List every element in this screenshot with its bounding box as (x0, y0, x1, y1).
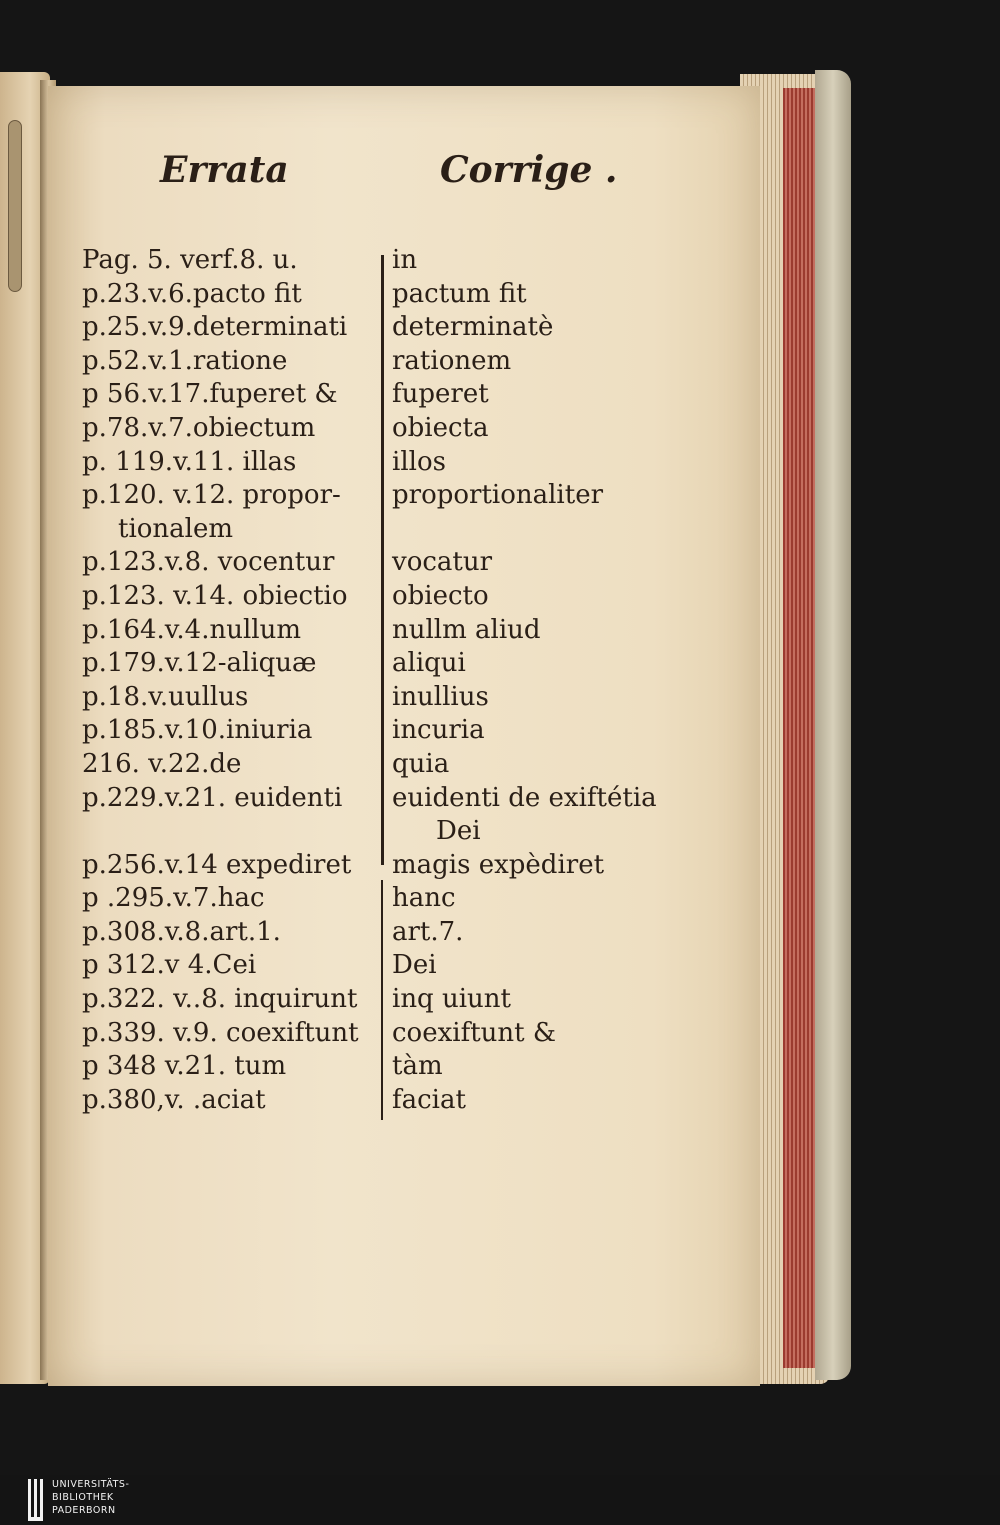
table-row (82, 412, 682, 446)
library-name-line3: PADERBORN (52, 1505, 116, 1516)
correction-cell: coexiftunt & (392, 1017, 556, 1048)
table-row (82, 1084, 682, 1118)
error-cell: p.229.v.21. euidenti (82, 782, 343, 813)
correction-cell: inq uiunt (392, 984, 511, 1015)
correction-cell: aliqui (392, 648, 466, 679)
error-cell: p. 119.v.11. illas (82, 446, 297, 477)
error-cell: p.185.v.10.iniuria (82, 715, 313, 746)
correction-cell: pactum fit (392, 278, 527, 309)
corrige-heading: Corrige . (440, 149, 618, 191)
error-cell: p.256.v.14 expediret (82, 849, 352, 880)
error-cell: p.322. v..8. inquirunt (82, 984, 358, 1015)
error-cell: p .295.v.7.hac (82, 883, 265, 914)
error-cell: p.78.v.7.obiectum (82, 412, 316, 443)
error-cell: p.179.v.12-aliquæ (82, 648, 317, 679)
error-cell (82, 815, 392, 849)
errata-table (82, 244, 682, 1117)
table-row (82, 513, 682, 547)
table-row (82, 916, 682, 950)
error-cell: p.380,v. .aciat (82, 1084, 266, 1115)
error-cell: p.25.v.9.determinati (82, 312, 348, 343)
table-row (82, 782, 682, 816)
errata-heading: Errata (160, 149, 289, 191)
table-row (82, 647, 682, 681)
table-row (82, 311, 682, 345)
correction-cell: inullius (392, 681, 489, 712)
correction-cell: determinatè (392, 312, 554, 343)
correction-cell: rationem (392, 345, 512, 376)
table-row (82, 949, 682, 983)
correction-cell: obiecto (392, 580, 489, 611)
table-row (82, 1017, 682, 1051)
error-cell: p 348 v.21. tum (82, 1051, 287, 1082)
error-cell: p.18.v.uullus (82, 681, 249, 712)
correction-cell: Dei (436, 816, 481, 847)
table-row (82, 546, 682, 580)
error-cell: 216. v.22.de (82, 748, 242, 779)
error-cell: p.308.v.8.art.1. (82, 916, 281, 947)
error-cell: p.339. v.9. coexiftunt (82, 1017, 359, 1048)
error-cell: p.123. v.14. obiectio (82, 580, 348, 611)
table-row (82, 278, 682, 312)
correction-cell: fuperet (392, 379, 489, 410)
table-row (82, 345, 682, 379)
library-logo-icon (28, 1479, 46, 1521)
error-cell: Pag. 5. verf.8. u. (82, 245, 298, 275)
footer-bar (0, 1475, 1000, 1525)
correction-cell: hanc (392, 883, 456, 914)
error-cell: p 56.v.17.fuperet & (82, 379, 338, 410)
table-row (82, 748, 682, 782)
correction-cell: art.7. (392, 916, 464, 947)
table-row (82, 882, 682, 916)
table-row (82, 714, 682, 748)
book-cover (815, 70, 851, 1380)
correction-cell: Dei (392, 950, 437, 981)
table-row (82, 378, 682, 412)
table-row (82, 479, 682, 513)
correction-cell: euidenti de exiftétia (392, 782, 657, 813)
library-name-line1: UNIVERSITÄTS- (52, 1479, 130, 1490)
error-cell: p.52.v.1.ratione (82, 345, 288, 376)
error-cell: tionalem (118, 513, 234, 544)
correction-cell: tàm (392, 1051, 443, 1082)
correction-cell: proportionaliter (392, 480, 604, 511)
correction-cell: faciat (392, 1084, 466, 1115)
library-name-line2: BIBLIOTHEK (52, 1492, 114, 1503)
table-row (82, 815, 682, 849)
correction-cell: quia (392, 748, 450, 779)
error-cell: p.164.v.4.nullum (82, 614, 301, 645)
correction-cell: magis expèdiret (392, 849, 605, 880)
table-row (82, 244, 682, 278)
error-cell: p.120. v.12. propor- (82, 480, 341, 511)
table-row (82, 1050, 682, 1084)
correction-cell: vocatur (392, 547, 493, 578)
table-row (82, 446, 682, 480)
binding-stitch (8, 120, 22, 292)
correction-cell: obiecta (392, 412, 489, 443)
table-row (82, 849, 682, 883)
table-row (82, 983, 682, 1017)
error-cell: p.23.v.6.pacto fit (82, 278, 302, 309)
table-row (82, 614, 682, 648)
correction-cell: in (392, 245, 418, 275)
correction-cell: illos (392, 446, 446, 477)
table-row (82, 580, 682, 614)
error-cell: p 312.v 4.Cei (82, 950, 257, 981)
table-row (82, 681, 682, 715)
error-cell: p.123.v.8. vocentur (82, 547, 335, 578)
correction-cell: incuria (392, 715, 485, 746)
correction-cell: nullm aliud (392, 614, 541, 645)
